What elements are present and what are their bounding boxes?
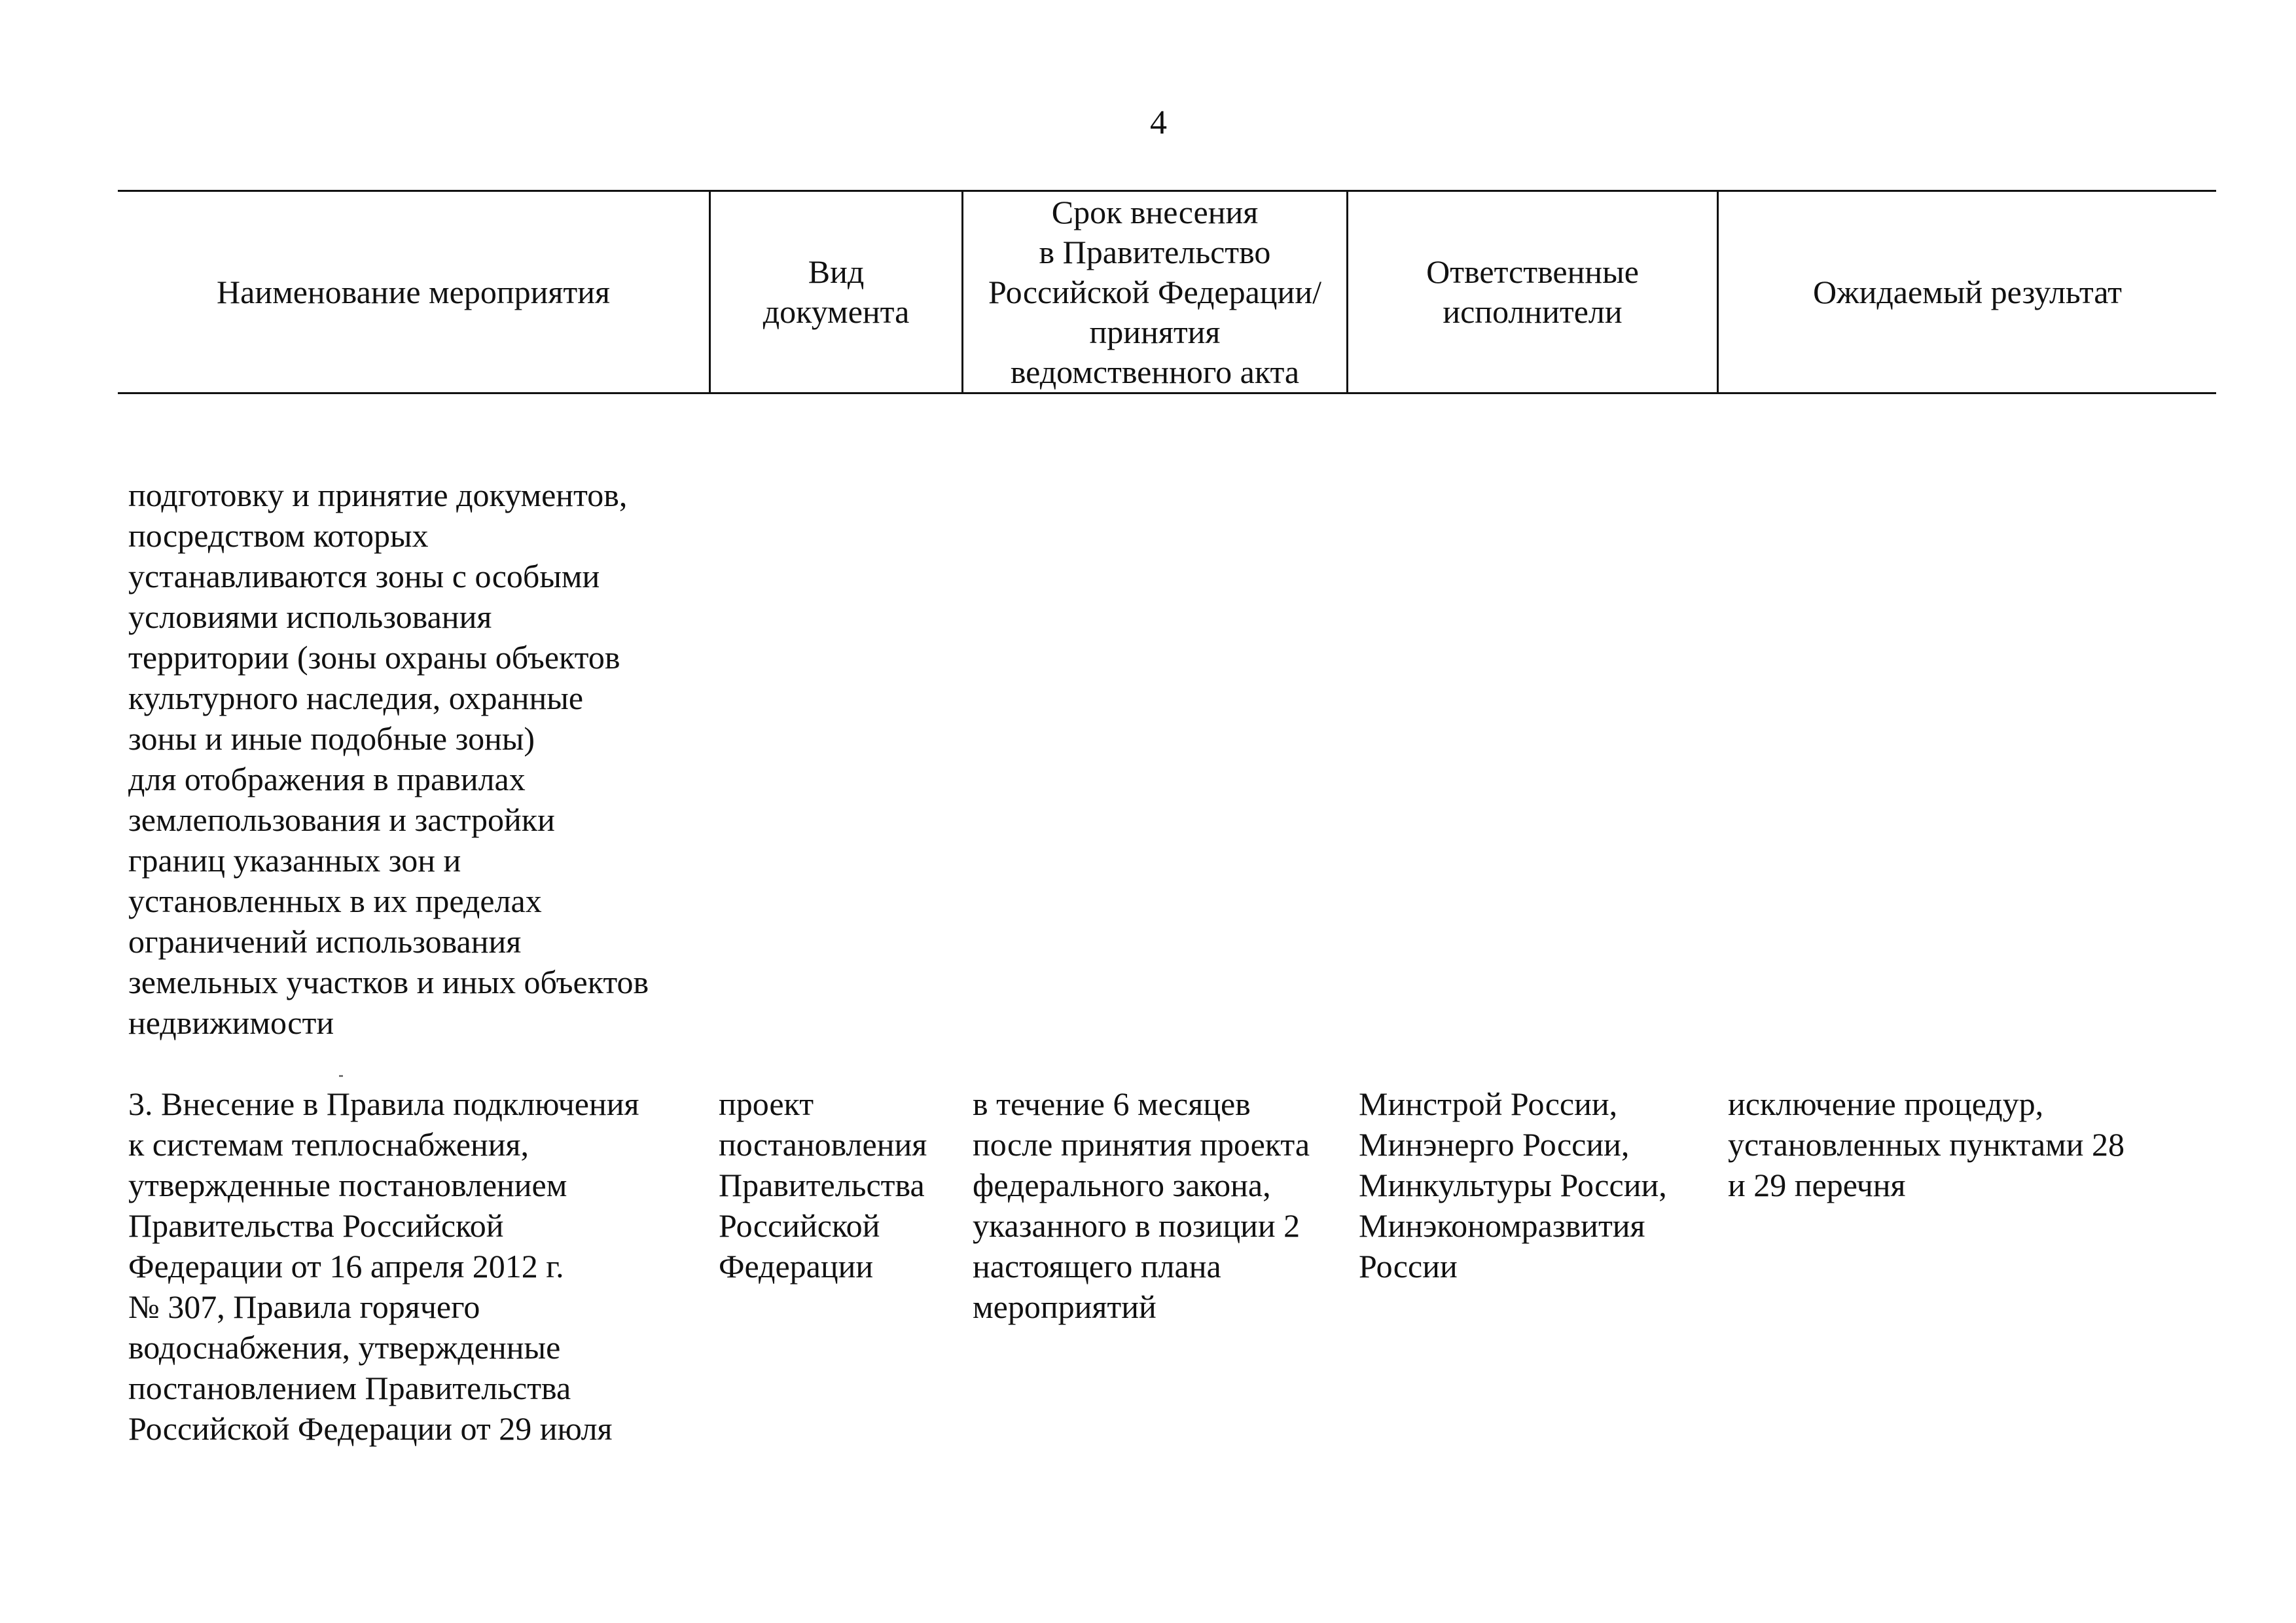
continuation-text: подготовку и принятие документов, посредством которых устанавливаются зоны с особыми условиями использования территории (зоны охраны объектов культурного наследия, охранные зоны и иные подобные зоны) для отображения в правилах землепользования и застройки границ указанных зон и установленных в их пределах ограничений использования земельных участков и иных объектов недвижимости <box>128 477 649 1041</box>
header-document-type: Вид документа <box>711 192 963 392</box>
row3-document-type: проект постановления Правительства Российской Федерации <box>719 1085 927 1285</box>
scan-speck <box>339 1075 343 1077</box>
row3-executors: Минстрой России, Минэнерго России, Минкультуры России, Минэкономразвития России <box>1359 1085 1667 1285</box>
row3-expected-result: исключение процедур, установленных пунктами 28 и 29 перечня <box>1728 1085 2125 1203</box>
header-executors: Ответственные исполнители <box>1348 192 1719 392</box>
row3-deadline: в течение 6 месяцев после принятия проекта федерального закона, указанного в позиции 2 настоящего плана мероприятий <box>973 1085 1310 1325</box>
header-deadline: Срок внесения в Правительство Российской Федерации/ принятия ведомственного акта <box>963 192 1348 392</box>
header-event-name: Наименование мероприятия <box>118 192 711 392</box>
row3-event-name: 3. Внесение в Правила подключения к системам теплоснабжения, утвержденные постановлением Правительства Российской Федерации от 16 апреля 2012 г. № 307, Правила горячего водоснабжения, утвержденные постановлением Правительства Российской Федерации от 29 июля <box>128 1085 639 1447</box>
table-header <box>118 190 2216 394</box>
header-expected-result: Ожидаемый результат <box>1812 273 2123 310</box>
page-number: 4 <box>1150 104 1167 141</box>
